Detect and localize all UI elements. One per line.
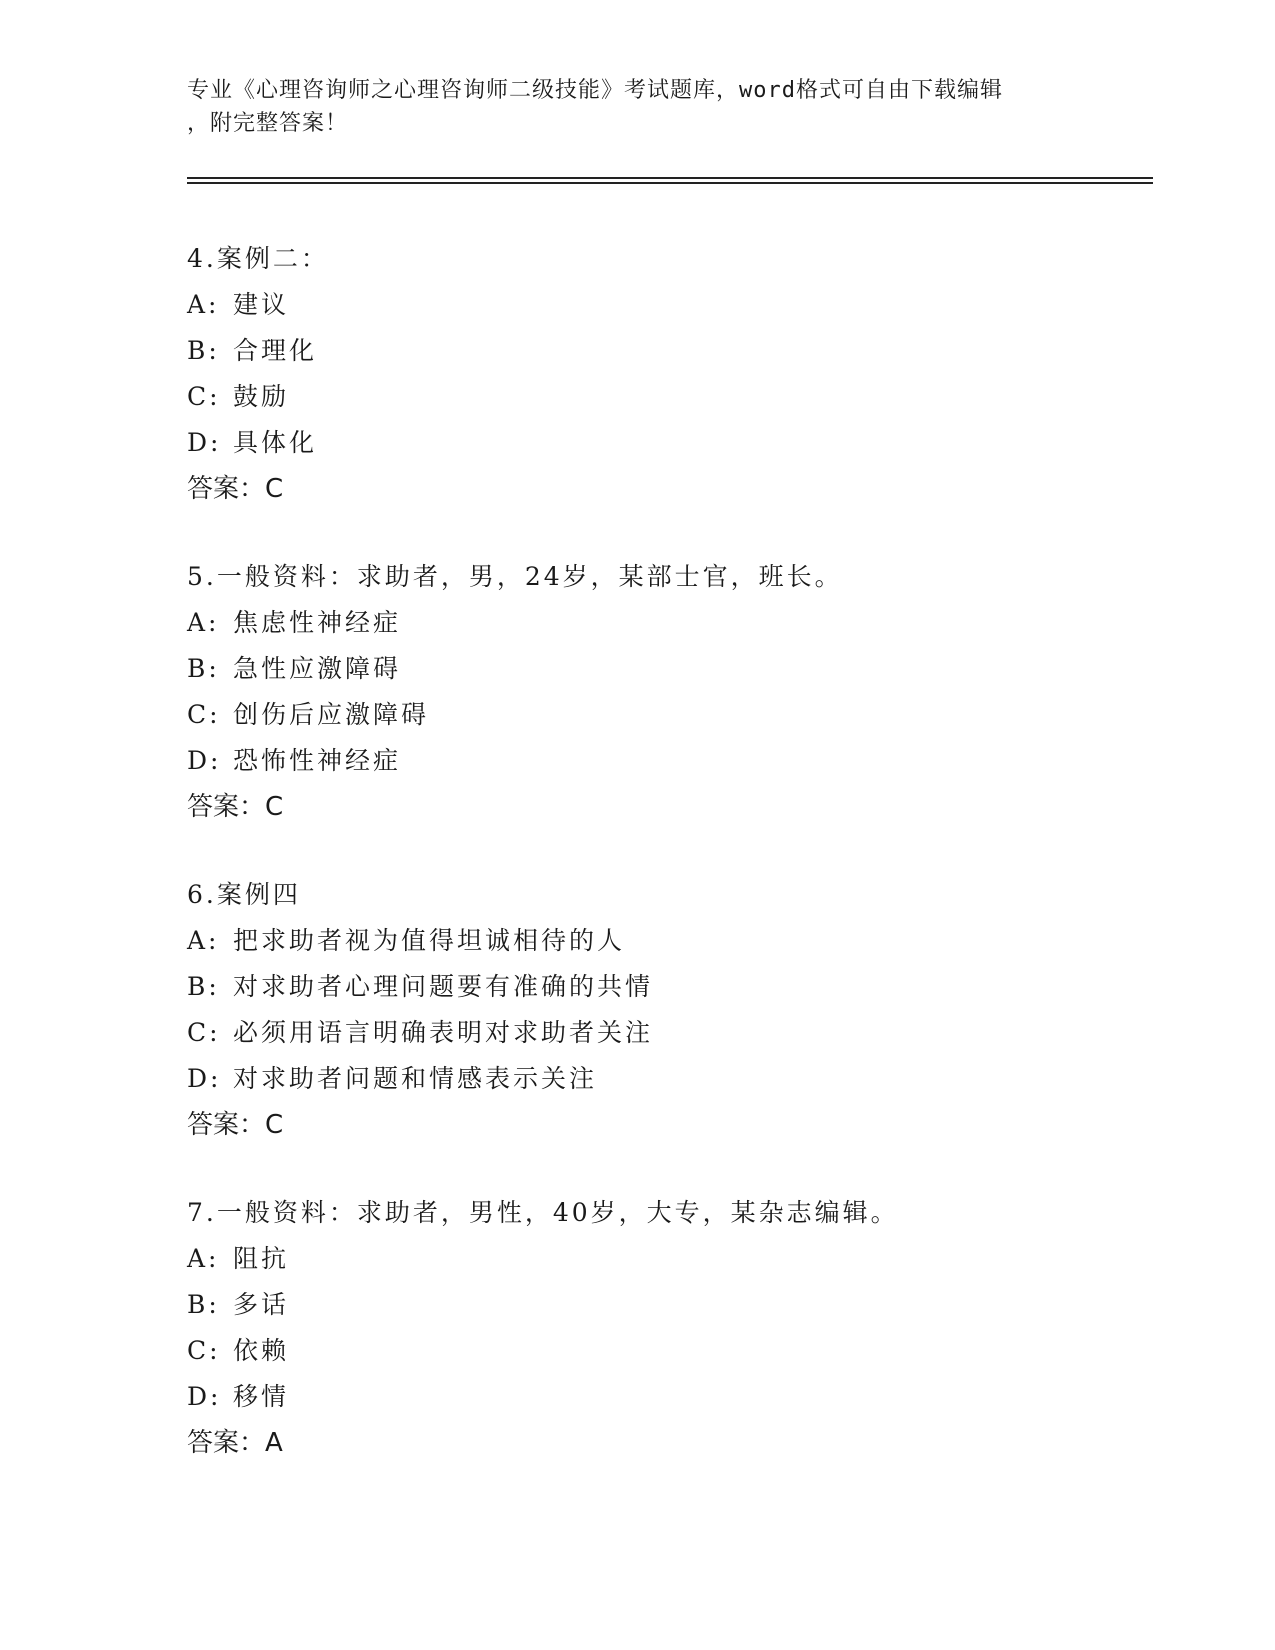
option-b xyxy=(187,1282,1147,1328)
option-letter: D: xyxy=(187,428,222,457)
option-letter: C: xyxy=(187,382,221,411)
answer-line: 答案：A xyxy=(187,1428,283,1458)
header-title-line-2: ，附完整答案！ xyxy=(187,111,349,136)
option-letter: A: xyxy=(187,608,220,637)
option-letter: A: xyxy=(187,1244,220,1273)
option-text: 合理化 xyxy=(233,336,318,365)
option-letter: C: xyxy=(187,1018,221,1047)
option-text: 焦虑性神经症 xyxy=(233,608,402,637)
question-7 xyxy=(187,1190,1147,1466)
question-stem: 6.案例四 xyxy=(187,880,301,909)
option-letter: C: xyxy=(187,1336,221,1365)
header-divider-top xyxy=(187,177,1153,179)
option-text: 具体化 xyxy=(233,428,318,457)
option-text: 对求助者心理问题要有准确的共情 xyxy=(233,972,654,1001)
header-divider-bottom xyxy=(187,182,1153,184)
option-c xyxy=(187,1010,1147,1056)
option-c xyxy=(187,692,1147,738)
option-text: 必须用语言明确表明对求助者关注 xyxy=(233,1018,654,1047)
option-letter: A: xyxy=(187,926,220,955)
option-letter: A: xyxy=(187,290,220,319)
option-letter: D: xyxy=(187,746,222,775)
option-c xyxy=(187,1328,1147,1374)
option-text: 依赖 xyxy=(233,1336,290,1365)
option-text: 鼓励 xyxy=(233,382,290,411)
option-letter: B: xyxy=(187,972,220,1001)
option-d xyxy=(187,1056,1147,1102)
question-stem: 5.一般资料：求助者，男，24岁，某部士官，班长。 xyxy=(187,562,843,591)
question-5 xyxy=(187,554,1147,830)
option-d xyxy=(187,420,1147,466)
option-text: 创伤后应激障碍 xyxy=(233,700,430,729)
option-letter: B: xyxy=(187,1290,220,1319)
option-text: 移情 xyxy=(233,1382,290,1411)
option-a xyxy=(187,918,1147,964)
option-letter: B: xyxy=(187,654,220,683)
option-text: 阻抗 xyxy=(233,1244,290,1273)
option-text: 对求助者问题和情感表示关注 xyxy=(233,1064,598,1093)
option-c xyxy=(187,374,1147,420)
option-b xyxy=(187,328,1147,374)
option-text: 急性应激障碍 xyxy=(233,654,402,683)
option-d xyxy=(187,738,1147,784)
question-6 xyxy=(187,872,1147,1148)
option-text: 建议 xyxy=(233,290,290,319)
question-list xyxy=(187,236,1147,1508)
header-title-line-1: 专业《心理咨询师之心理咨询师二级技能》考试题库，word格式可自由下载编辑 xyxy=(187,78,1003,103)
option-b xyxy=(187,964,1147,1010)
option-text: 把求助者视为值得坦诚相待的人 xyxy=(233,926,626,955)
option-letter: B: xyxy=(187,336,220,365)
option-a xyxy=(187,1236,1147,1282)
option-letter: D: xyxy=(187,1382,222,1411)
document-header xyxy=(187,74,1087,140)
answer-line: 答案：C xyxy=(187,474,284,504)
option-letter: D: xyxy=(187,1064,222,1093)
option-a xyxy=(187,600,1147,646)
question-stem: 4.案例二： xyxy=(187,244,329,273)
answer-line: 答案：C xyxy=(187,792,284,822)
question-4 xyxy=(187,236,1147,512)
option-d xyxy=(187,1374,1147,1420)
question-stem: 7.一般资料：求助者，男性，40岁，大专，某杂志编辑。 xyxy=(187,1198,899,1227)
option-text: 恐怖性神经症 xyxy=(233,746,402,775)
option-b xyxy=(187,646,1147,692)
answer-line: 答案：C xyxy=(187,1110,284,1140)
option-letter: C: xyxy=(187,700,221,729)
option-a xyxy=(187,282,1147,328)
option-text: 多话 xyxy=(233,1290,290,1319)
